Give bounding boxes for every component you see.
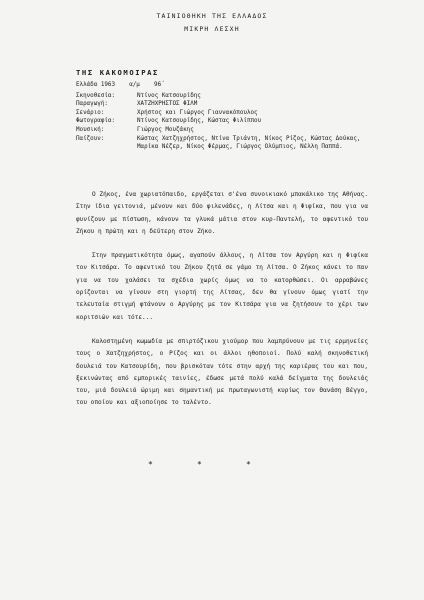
credit-value: Γιώργος Μουζάκης (137, 126, 194, 133)
credit-row (76, 109, 375, 118)
credit-label: Μουσική: (76, 126, 105, 133)
star-mark: * (246, 460, 251, 469)
film-title: ΤΗΣ ΚΑΚΟΜΟΙΡΑΣ (76, 68, 159, 77)
credit-label: Σενάριο: (76, 109, 105, 116)
star-mark: * (148, 460, 153, 469)
star-mark: * (197, 460, 202, 469)
film-runtime: 96΄ (154, 82, 165, 88)
credit-label: Παραγωγή: (76, 101, 108, 108)
paragraph: Ο Ζήκος, ένα χωριατόπαιδο, εργάζεται σ'ένα συνοικιακό μπακάλικο της Αθήνας. Στην ίδια γειτονιά, μένουν και δύο φιλενάδες, η Λίτσα και η Φιφίκα, που για να φυνίζουν με πίστωση, κάνουν τα γλυκά μάτια στον κυρ-Παντελή, το αφεντικό του Ζήκου η πρώτη και η δεύτερη στον Ζήκο. (76, 191, 368, 235)
credit-value: Ντίνος Κατσουρίδης, Κώστας Φιλίππου (137, 118, 262, 125)
credit-row (76, 92, 375, 101)
credit-row (76, 100, 375, 109)
paragraph: Καλοστημένη κωμωδία με σπιρτόζικου χιούμορ που λαμπρύνουν με τις ερμηνείες τους ο Χατζηχρήστος, ο Ρίζος και οι άλλοι ηθοποιοί. Πολύ καλή σκηνοθετική δουλειά του Κατσουρίδη, που βρισκόταν τότε στην αρχή της καριέρας του και που, ξεκινώντας από εμπορικές ταινίες, έδωσε μετά πολύ καλά δείγματα της δουλειάς του, μιά δουλειά ώριμη και σημαντική με πρωταγωνιστή κυρίως τον Θανάση Βέγγο, του οποίου και αξιοποίησε το ταλέντο. (76, 337, 368, 407)
film-info-row (76, 81, 375, 90)
paragraph: Στην πραγματικότητα όμως, αγαπούν άλλους, η Λίτσα τον Αργύρη και η Φιφίκα τον Κιτσάρα. Το αφεντικό του Ζήκου ζητά σε γάμο τη Λίτσα. Ο Ζήκος κάνει το παν για να του χαλάσει τα σχέδια χωρίς όμως να το κατορθώσει. Οι αρραβώνες ορίζονται να γίνουν στη γιορτή της Λίτσας, δεν θα γίνουν όμως γιατί την τελευταία στιγμή φτάνουν ο Αργύρης με τον Κιτσάρα για να ζητήσουν το χέρι των κοριτσιών και τότε... (76, 252, 368, 321)
header (0, 10, 424, 36)
credit-value: Χρήστος και Γιώργος Γιαννακόπουλος (137, 109, 258, 116)
film-country-year: Ελλάδα 1963 (76, 82, 116, 88)
synopsis (76, 189, 368, 422)
credit-value: Ντίνος Κατσουρίδης (137, 92, 201, 99)
credit-value: ΧΑΤΖΗΧΡΗΣΤΟΣ ΦΙΛΜ (137, 101, 198, 108)
credit-row (76, 135, 375, 152)
credit-row (76, 126, 375, 135)
credit-row (76, 117, 375, 126)
institution-subtitle: ΜΙΚΡΗ ΛΕΣΧΗ (184, 25, 240, 33)
institution-name: ΤΑΙΝΙΟΘΗΚΗ ΤΗΣ ΕΛΛΑΔΟΣ (156, 12, 268, 20)
film-meta (76, 81, 375, 152)
credit-label: Φωτογραφία: (76, 118, 116, 125)
film-format: α/μ (129, 82, 140, 88)
credit-label: Σκηνοθεσία: (76, 92, 116, 99)
credit-label: Παίζουν: (76, 135, 105, 142)
credit-value: Κώστας Χατζηχρήστος, Ντίνα Τριάντη, Νίκος Ρίζος, Κώστας Δούκας, Μαρίκα Νέζερ, Νίκος Φέρμας, Γιώργος Ολύμπιος, Νέλλη Παππά. (137, 135, 361, 151)
